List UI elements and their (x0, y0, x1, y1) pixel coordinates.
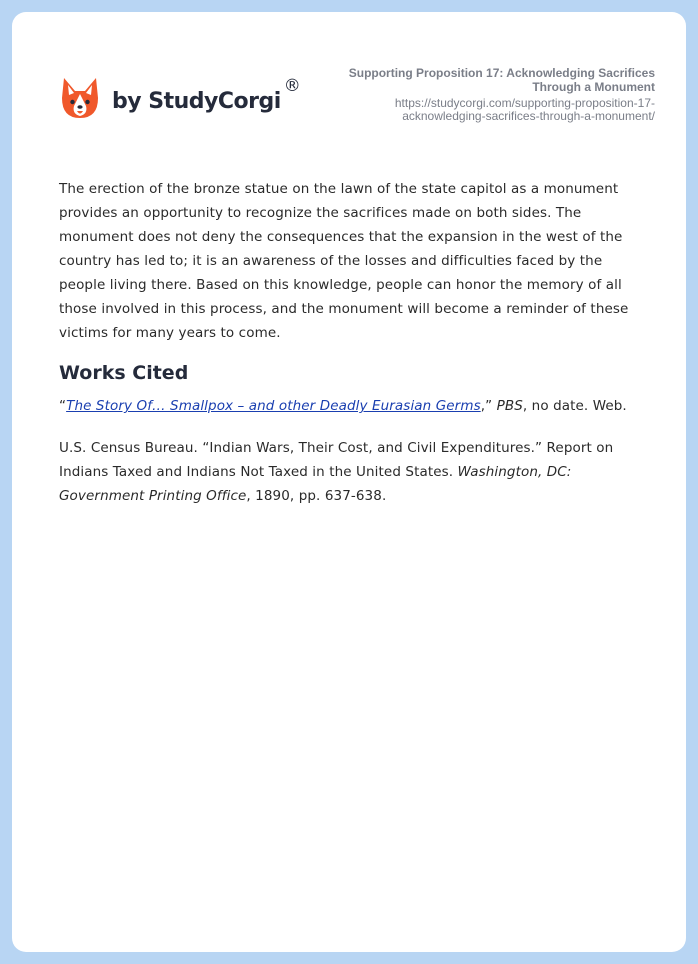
brand-name: by StudyCorgi (112, 88, 281, 114)
citation-publisher: PBS (496, 398, 523, 414)
studycorgi-logo[interactable] (60, 76, 301, 120)
citation-entry (59, 436, 649, 508)
citation-link[interactable]: The Story Of… Smallpox – and other Deadly Eurasian Germs (66, 398, 481, 414)
document-page (12, 12, 686, 952)
citation-punctuation: ,” (480, 398, 497, 414)
body-paragraph: The erection of the bronze statue on the lawn of the state capitol as a monument provides an opportunity to recognize the sacrifices made on both sides. The monument does not deny the consequences that the expansion in the west of the country has led to; it is an awareness of the losses and difficulties faced by the people living there. Based on this knowledge, people can honor the memory of all those involved in this process, and the monument will become a reminder of these victims for many years to come. (59, 181, 629, 341)
citation-lead: U.S. Census Bureau. “Indian Wars, Their Cost, and Civil Expenditures.” Report on Indians Taxed and Indians Not Taxed in the United States. (59, 440, 614, 480)
paper-meta (325, 66, 655, 123)
works-cited-heading: Works Cited (59, 362, 189, 384)
citation-rest: , no date. Web. (522, 398, 627, 414)
citation-rest: , 1890, pp. 637-638. (246, 488, 387, 504)
open-quote: “ (59, 398, 67, 414)
paper-url[interactable]: https://studycorgi.com/supporting-proposition-17-acknowledging-sacrifices-through-a-monument/ (394, 96, 655, 123)
citation-entry (59, 394, 649, 418)
corgi-icon (60, 76, 100, 120)
citation-publisher: Washington, DC: Government Printing Office (59, 464, 572, 504)
paper-title: Supporting Proposition 17: Acknowledging Sacrifices Through a Monument (348, 66, 655, 94)
registered-mark: ® (283, 76, 301, 96)
document-content (59, 177, 649, 526)
